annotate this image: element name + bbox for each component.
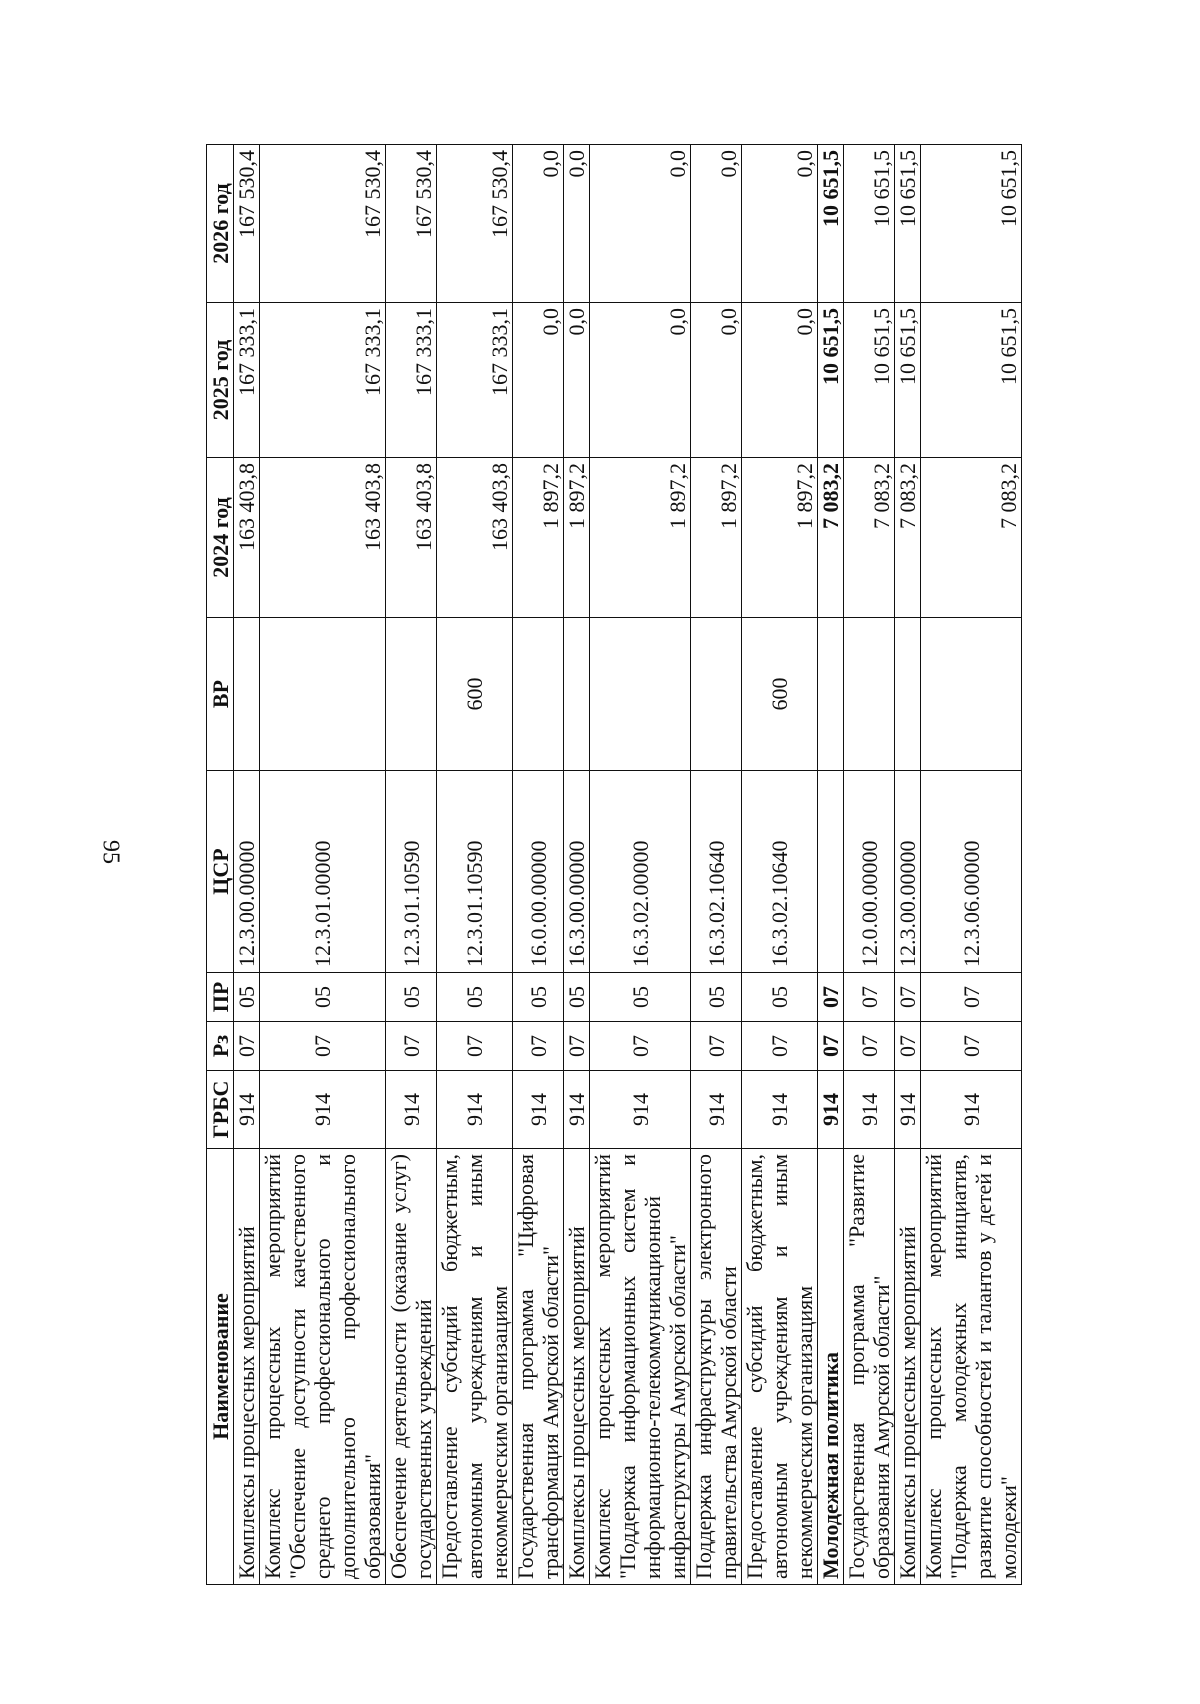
cell-csr: 12.3.00.00000 xyxy=(234,771,260,973)
rotated-page-content xyxy=(206,145,1021,1585)
cell-2025: 0,0 xyxy=(691,303,742,458)
cell-2024: 163 403,8 xyxy=(234,458,260,618)
cell-grbs: 914 xyxy=(590,1071,691,1149)
cell-pr: 05 xyxy=(742,973,818,1022)
cell-rz: 07 xyxy=(437,1022,513,1071)
cell-2025: 167 333,1 xyxy=(234,303,260,458)
table-row xyxy=(895,145,921,1585)
cell-name: Поддержка инфраструктуры электронного правительства Амурской области xyxy=(691,1149,742,1585)
cell-grbs: 914 xyxy=(260,1071,386,1149)
cell-vr xyxy=(844,618,895,771)
cell-name: Комплексы процессных мероприятий xyxy=(234,1149,260,1585)
cell-csr: 16.0.00.00000 xyxy=(513,771,564,973)
cell-grbs: 914 xyxy=(895,1071,921,1149)
table-row xyxy=(691,145,742,1585)
cell-2024: 163 403,8 xyxy=(437,458,513,618)
cell-2026: 0,0 xyxy=(513,145,564,303)
cell-grbs: 914 xyxy=(921,1071,1022,1149)
header-pr: ПР xyxy=(207,973,234,1022)
cell-csr: 16.3.00.00000 xyxy=(564,771,590,973)
cell-grbs: 914 xyxy=(844,1071,895,1149)
cell-2025: 0,0 xyxy=(590,303,691,458)
cell-name: Комплекс процессных мероприятий "Обеспечение доступности качественного среднего профессионального и дополнительного профессионального образования" xyxy=(260,1149,386,1585)
cell-rz: 07 xyxy=(513,1022,564,1071)
table-row xyxy=(513,145,564,1585)
cell-rz: 07 xyxy=(921,1022,1022,1071)
cell-csr: 16.3.02.00000 xyxy=(590,771,691,973)
cell-2024: 7 083,2 xyxy=(895,458,921,618)
table-row xyxy=(742,145,818,1585)
header-2026: 2026 год xyxy=(207,145,234,303)
header-2025: 2025 год xyxy=(207,303,234,458)
cell-name: Предоставление субсидий бюджетным, автономным учреждениям и иным некоммерческим организациям xyxy=(742,1149,818,1585)
cell-vr xyxy=(260,618,386,771)
cell-name: Комплекс процессных мероприятий "Поддержка информационных систем и информационно-телекоммуникационной инфраструктуры Амурской области" xyxy=(590,1149,691,1585)
cell-2025: 10 651,5 xyxy=(818,303,844,458)
cell-csr: 12.3.01.10590 xyxy=(437,771,513,973)
cell-grbs: 914 xyxy=(386,1071,437,1149)
header-grbs: ГРБС xyxy=(207,1071,234,1149)
cell-2025: 167 333,1 xyxy=(437,303,513,458)
cell-pr: 07 xyxy=(844,973,895,1022)
cell-name: Государственная программа "Развитие образования Амурской области" xyxy=(844,1149,895,1585)
cell-rz: 07 xyxy=(564,1022,590,1071)
cell-vr xyxy=(818,618,844,771)
cell-2026: 0,0 xyxy=(564,145,590,303)
cell-vr xyxy=(513,618,564,771)
cell-2025: 10 651,5 xyxy=(844,303,895,458)
cell-name: Предоставление субсидий бюджетным, автономным учреждениям и иным некоммерческим организациям xyxy=(437,1149,513,1585)
cell-2026: 167 530,4 xyxy=(386,145,437,303)
cell-vr xyxy=(590,618,691,771)
cell-grbs: 914 xyxy=(818,1071,844,1149)
cell-csr: 12.3.00.00000 xyxy=(895,771,921,973)
cell-rz: 07 xyxy=(590,1022,691,1071)
cell-2024: 1 897,2 xyxy=(513,458,564,618)
table-row xyxy=(234,145,260,1585)
cell-2024: 1 897,2 xyxy=(590,458,691,618)
cell-grbs: 914 xyxy=(234,1071,260,1149)
cell-pr: 07 xyxy=(818,973,844,1022)
header-vr: ВР xyxy=(207,618,234,771)
cell-2024: 7 083,2 xyxy=(844,458,895,618)
cell-2025: 0,0 xyxy=(564,303,590,458)
header-rz: Рз xyxy=(207,1022,234,1071)
table-row xyxy=(844,145,895,1585)
cell-pr: 05 xyxy=(564,973,590,1022)
cell-grbs: 914 xyxy=(437,1071,513,1149)
cell-pr: 05 xyxy=(437,973,513,1022)
table-row xyxy=(818,145,844,1585)
cell-csr: 12.3.01.10590 xyxy=(386,771,437,973)
cell-rz: 07 xyxy=(844,1022,895,1071)
cell-rz: 07 xyxy=(260,1022,386,1071)
cell-pr: 05 xyxy=(590,973,691,1022)
cell-vr xyxy=(386,618,437,771)
cell-csr: 12.3.06.00000 xyxy=(921,771,1022,973)
cell-pr: 05 xyxy=(260,973,386,1022)
table-row xyxy=(564,145,590,1585)
cell-2026: 0,0 xyxy=(590,145,691,303)
cell-rz: 07 xyxy=(742,1022,818,1071)
cell-rz: 07 xyxy=(386,1022,437,1071)
cell-2026: 10 651,5 xyxy=(921,145,1022,303)
cell-vr xyxy=(895,618,921,771)
cell-name: Комплекс процессных мероприятий "Поддержка молодежных инициатив, развитие способностей и талантов у детей и молодежи" xyxy=(921,1149,1022,1585)
cell-2024: 163 403,8 xyxy=(260,458,386,618)
header-csr: ЦСР xyxy=(207,771,234,973)
budget-table xyxy=(206,144,1022,1585)
cell-2026: 10 651,5 xyxy=(844,145,895,303)
cell-rz: 07 xyxy=(234,1022,260,1071)
cell-rz: 07 xyxy=(895,1022,921,1071)
page-number: 95 xyxy=(97,840,124,864)
cell-name: Молодежная политика xyxy=(818,1149,844,1585)
table-header-row xyxy=(207,145,234,1585)
cell-2025: 0,0 xyxy=(513,303,564,458)
cell-csr: 16.3.02.10640 xyxy=(742,771,818,973)
cell-2024: 1 897,2 xyxy=(742,458,818,618)
cell-vr: 600 xyxy=(742,618,818,771)
cell-2026: 0,0 xyxy=(742,145,818,303)
cell-csr: 12.0.00.00000 xyxy=(844,771,895,973)
cell-pr: 05 xyxy=(234,973,260,1022)
cell-grbs: 914 xyxy=(564,1071,590,1149)
table-row xyxy=(386,145,437,1585)
cell-name: Обеспечение деятельности (оказание услуг) государственных учреждений xyxy=(386,1149,437,1585)
cell-vr xyxy=(691,618,742,771)
cell-pr: 05 xyxy=(691,973,742,1022)
cell-name: Государственная программа "Цифровая трансформация Амурской области" xyxy=(513,1149,564,1585)
cell-csr: 12.3.01.00000 xyxy=(260,771,386,973)
cell-2024: 1 897,2 xyxy=(691,458,742,618)
header-name: Наименование xyxy=(207,1149,234,1585)
cell-2025: 167 333,1 xyxy=(386,303,437,458)
table-row xyxy=(437,145,513,1585)
cell-pr: 07 xyxy=(895,973,921,1022)
cell-vr xyxy=(921,618,1022,771)
cell-2024: 1 897,2 xyxy=(564,458,590,618)
cell-2024: 163 403,8 xyxy=(386,458,437,618)
cell-2025: 10 651,5 xyxy=(895,303,921,458)
cell-pr: 07 xyxy=(921,973,1022,1022)
cell-2026: 10 651,5 xyxy=(818,145,844,303)
cell-2024: 7 083,2 xyxy=(921,458,1022,618)
header-2024: 2024 год xyxy=(207,458,234,618)
cell-2026: 167 530,4 xyxy=(437,145,513,303)
cell-vr xyxy=(234,618,260,771)
table-row xyxy=(590,145,691,1585)
cell-pr: 05 xyxy=(513,973,564,1022)
cell-rz: 07 xyxy=(691,1022,742,1071)
cell-2026: 10 651,5 xyxy=(895,145,921,303)
cell-grbs: 914 xyxy=(691,1071,742,1149)
cell-2025: 10 651,5 xyxy=(921,303,1022,458)
cell-vr xyxy=(564,618,590,771)
cell-name: Комплексы процессных мероприятий xyxy=(564,1149,590,1585)
cell-vr: 600 xyxy=(437,618,513,771)
table-row xyxy=(921,145,1022,1585)
cell-csr xyxy=(818,771,844,973)
cell-2026: 167 530,4 xyxy=(234,145,260,303)
cell-2026: 167 530,4 xyxy=(260,145,386,303)
cell-2024: 7 083,2 xyxy=(818,458,844,618)
cell-2025: 0,0 xyxy=(742,303,818,458)
table-row xyxy=(260,145,386,1585)
cell-grbs: 914 xyxy=(513,1071,564,1149)
cell-csr: 16.3.02.10640 xyxy=(691,771,742,973)
cell-2026: 0,0 xyxy=(691,145,742,303)
cell-pr: 05 xyxy=(386,973,437,1022)
cell-grbs: 914 xyxy=(742,1071,818,1149)
cell-name: Комплексы процессных мероприятий xyxy=(895,1149,921,1585)
cell-2025: 167 333,1 xyxy=(260,303,386,458)
cell-rz: 07 xyxy=(818,1022,844,1071)
